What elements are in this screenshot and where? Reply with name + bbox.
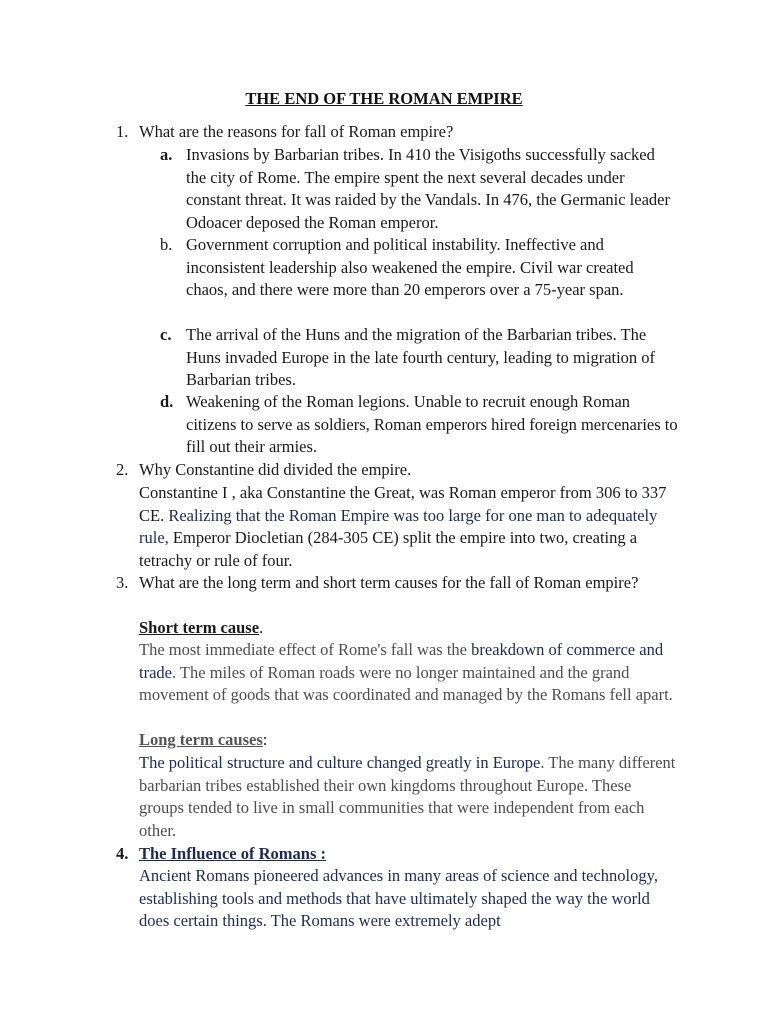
answer-segment-highlight: Realizing that the Roman Empire was too large for one man to adequately rule,	[139, 505, 658, 548]
short-term-heading-text: Short term cause	[139, 618, 260, 637]
long-term-heading-text: Long term causes	[139, 730, 263, 749]
heading-punct: .	[259, 618, 264, 637]
question-number: 1.	[116, 122, 129, 141]
answer-segment-highlight: The political structure and culture changed greatly in Europe	[139, 753, 541, 772]
question-number: 3.	[116, 573, 129, 592]
question-text: Why Constantine did divided the empire.	[139, 460, 412, 479]
item-text: Invasions by Barbarian tribes. In 410 the Visigoths successfully sacked the city of Rome. The empire spent the next several decades under constant threat. It was raided by the Vandals. In 476, the Germanic leader Odoacer deposed the Roman emperor.	[186, 145, 670, 232]
short-term-heading	[139, 617, 679, 640]
item-letter: b.	[160, 235, 173, 254]
long-term-heading	[139, 729, 679, 752]
item-text: Weakening of the Roman legions. Unable to recruit enough Roman citizens to serve as soldiers, Roman emperors hired foreign mercenaries to fill out their armies.	[186, 392, 678, 457]
item-letter: a.	[160, 145, 173, 164]
answer-segment: Emperor Diocletian (284-305 CE) split the empire into two, creating a tetrachy or rule of four.	[139, 528, 638, 570]
item-text: The arrival of the Huns and the migration of the Barbarian tribes. The Huns invaded Europe in the late fourth century, leading to migration of Barbarian tribes.	[186, 325, 656, 390]
influence-paragraph: Ancient Romans pioneered advances in many areas of science and technology, establishing tools and methods that have ultimately shaped the way the world does certain things. The Romans were extremely adept	[139, 866, 658, 931]
answer-segment: . The miles of Roman roads were no longer maintained and the grand movement of goods that was coordinated and managed by the Romans fell apart.	[139, 662, 673, 705]
item-text: Government corruption and political instability. Ineffective and inconsistent leadership also weakened the empire. Civil war created chaos, and there were more than 20 emperors over a 75-year span.	[186, 235, 634, 300]
item-letter: d.	[160, 392, 174, 411]
question-number: 2.	[116, 460, 129, 479]
item-letter: c.	[160, 325, 172, 344]
long-term-paragraph	[139, 752, 679, 842]
heading-punct: :	[262, 730, 268, 749]
answer-paragraph	[139, 482, 679, 572]
short-term-paragraph	[139, 639, 679, 707]
question-text: What are the reasons for fall of Roman empire?	[139, 122, 454, 141]
answer-segment: Constantine I , aka Constantine the Great, was Roman emperor from 306 to 337 CE.	[139, 483, 667, 525]
question-heading	[139, 843, 674, 866]
answer-segment-highlight: breakdown of commerce and trade	[139, 640, 664, 682]
question-heading-text: The Influence of Romans :	[139, 844, 327, 863]
question-number: 4.	[116, 844, 129, 863]
answer-segment: . The many different barbarian tribes established their own kingdoms throughout Europe. These groups tended to live in small communities that were independent from each other.	[139, 753, 676, 840]
answer-segment: The most immediate effect of Rome's fall was the	[139, 640, 467, 659]
question-text: What are the long term and short term causes for the fall of Roman empire?	[139, 573, 639, 592]
document-title: THE END OF THE ROMAN EMPIRE	[245, 89, 523, 108]
